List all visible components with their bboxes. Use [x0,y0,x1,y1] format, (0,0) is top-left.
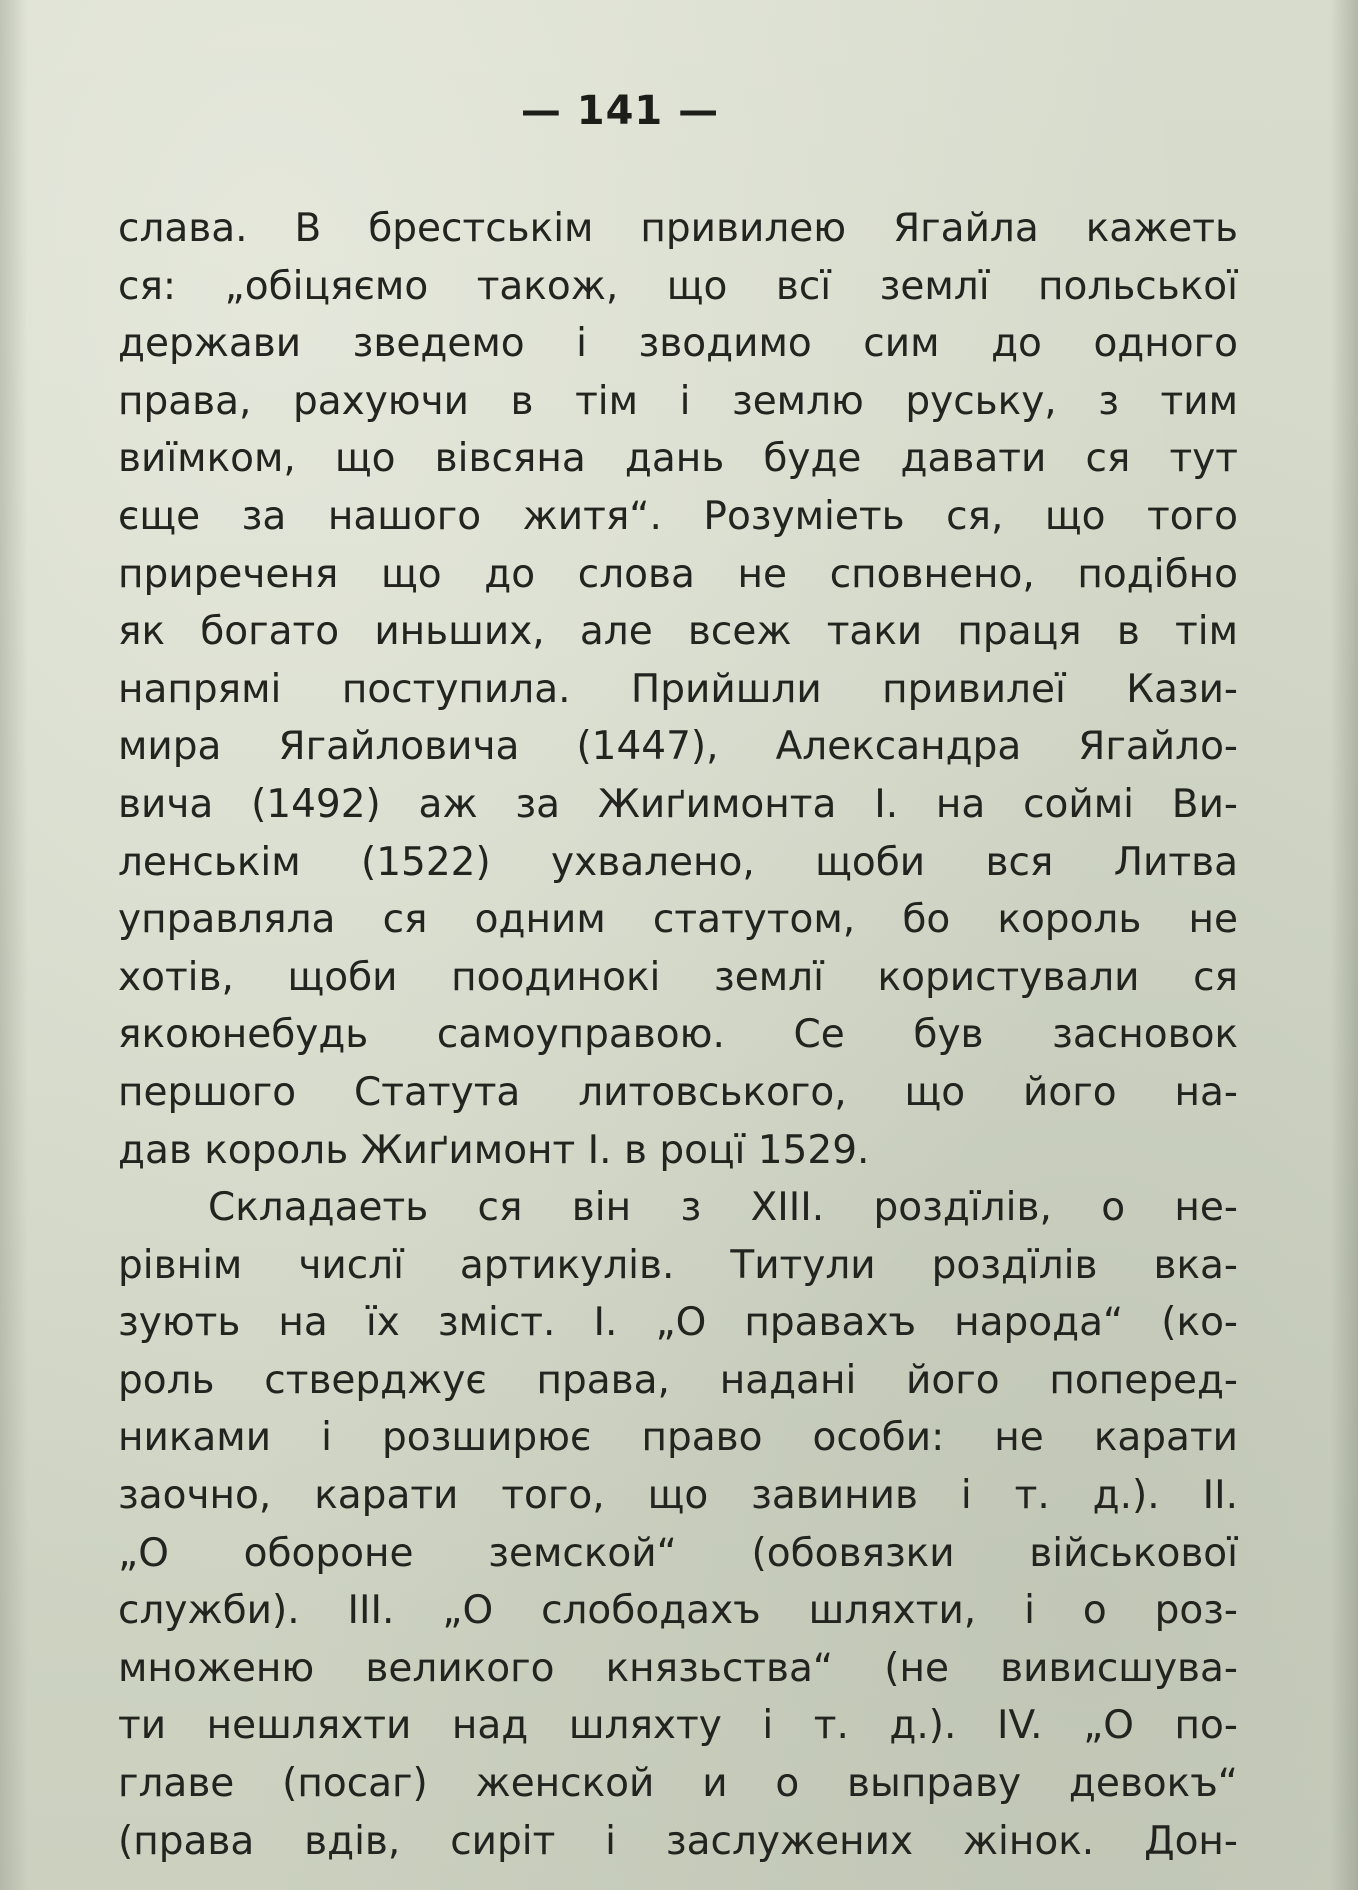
text-line: ся: „обіцяємо також, що всї землї польської [118,263,1238,309]
text-line: ти нешляхти над шляхту і т. д.). IV. „О по- [118,1703,1238,1749]
page-right-shadow [1330,0,1358,1890]
text-line: никами і розширює право особи: не карати [118,1415,1238,1461]
text-line: множеню великого князьства“ (не вивисшува- [118,1645,1238,1691]
text-line: хотів, щоби поодинокі землї користували ся [118,954,1238,1000]
page-left-shadow [0,0,28,1890]
text-line: зують на їх зміст. І. „О правахъ народа“ (ко- [118,1300,1238,1346]
text-line: слава. В брестськім привилею Ягайла кажеть [118,206,1238,251]
text-line: першого Статута литовського, що його на- [118,1069,1238,1115]
text-line: мира Ягайловича (1447), Александра Ягайло- [118,724,1238,770]
text-line: рівнім числї артикулів. Титули роздїлів вка- [118,1242,1238,1288]
body-text [118,200,1238,1870]
page-number: — 141 — [520,88,720,134]
text-line: виїмком, що вівсяна дань буде давати ся тут [118,436,1238,482]
text-line: (права вдів, сиріт і заслужених жінок. Дон- [118,1818,1238,1864]
text-line-indent: Складаеть ся він з XIII. роздїлів, о не- [208,1185,1238,1231]
text-line-last: дав король Жиґимонт І. в роцї 1529. [118,1127,870,1173]
text-line: єще за нашого житя“. Розуміеть ся, що того [118,493,1238,539]
text-line: як богато иньших, але всеж таки праця в тім [118,609,1238,655]
text-line: роль стверджує права, надані його поперед- [118,1357,1238,1403]
text-line: заочно, карати того, що завинив і т. д.). II. [118,1473,1238,1519]
text-line: напрямі поступила. Прийшли привилеї Кази- [118,666,1238,712]
text-line: права, рахуючи в тім і землю руську, з тим [118,378,1238,424]
text-line: „О обороне земской“ (обовязки військової [118,1530,1238,1576]
text-line: приреченя що до слова не сповнено, подібно [118,551,1238,597]
text-line: ленськім (1522) ухвалено, щоби вся Литва [118,839,1238,885]
text-line: держави зведемо і зводимо сим до одного [118,321,1238,367]
text-line: управляла ся одним статутом, бо король не [118,897,1238,943]
text-line: вича (1492) аж за Жиґимонта І. на соймі Ви- [118,781,1238,827]
text-line: служби). III. „О слободахъ шляхти, і о роз- [118,1588,1238,1634]
text-line: якоюнебудь самоуправою. Се був засновок [118,1012,1238,1058]
text-line: главе (посаг) женской и о выправу девокъ“ [118,1761,1238,1807]
